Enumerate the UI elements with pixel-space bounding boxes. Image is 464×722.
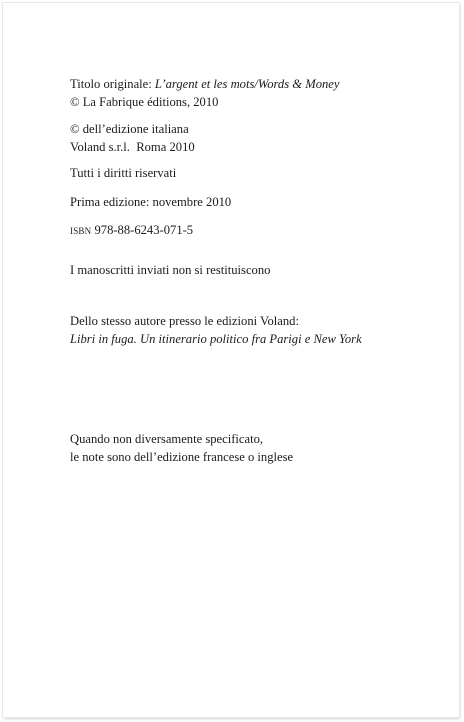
same-author-block [70,312,362,348]
first-edition-line: Prima edizione: novembre 2010 [70,195,232,209]
same-author-title: Libri in fuga. Un itinerario politico fra Parigi e New York [70,332,362,346]
italian-edition-block [70,120,195,156]
isbn-line [70,221,193,239]
book-page [3,3,459,717]
original-title-label: Titolo originale: [70,77,152,91]
manuscripts-note: I manoscritti inviati non si restituiscono [70,263,271,277]
rights-line: Tutti i diritti riservati [70,166,177,180]
notes-block [70,430,293,466]
copyright-italian: © dell’edizione italiana [70,122,189,136]
original-title: L’argent et les mots/Words & Money [154,77,340,91]
original-title-block [70,75,339,111]
isbn-label: isbn [70,223,92,237]
same-author-heading: Dello stesso autore presso le edizioni Voland: [70,314,299,328]
original-title-line [70,75,339,93]
notes-line-1: Quando non diversamente specificato, [70,432,264,446]
publisher-line: Voland s.r.l. Roma 2010 [70,140,195,154]
isbn-number: 978-88-6243-071-5 [94,223,194,237]
notes-line-2: le note sono dell’edizione francese o inglese [70,450,294,464]
copyright-original: © La Fabrique éditions, 2010 [70,95,219,109]
